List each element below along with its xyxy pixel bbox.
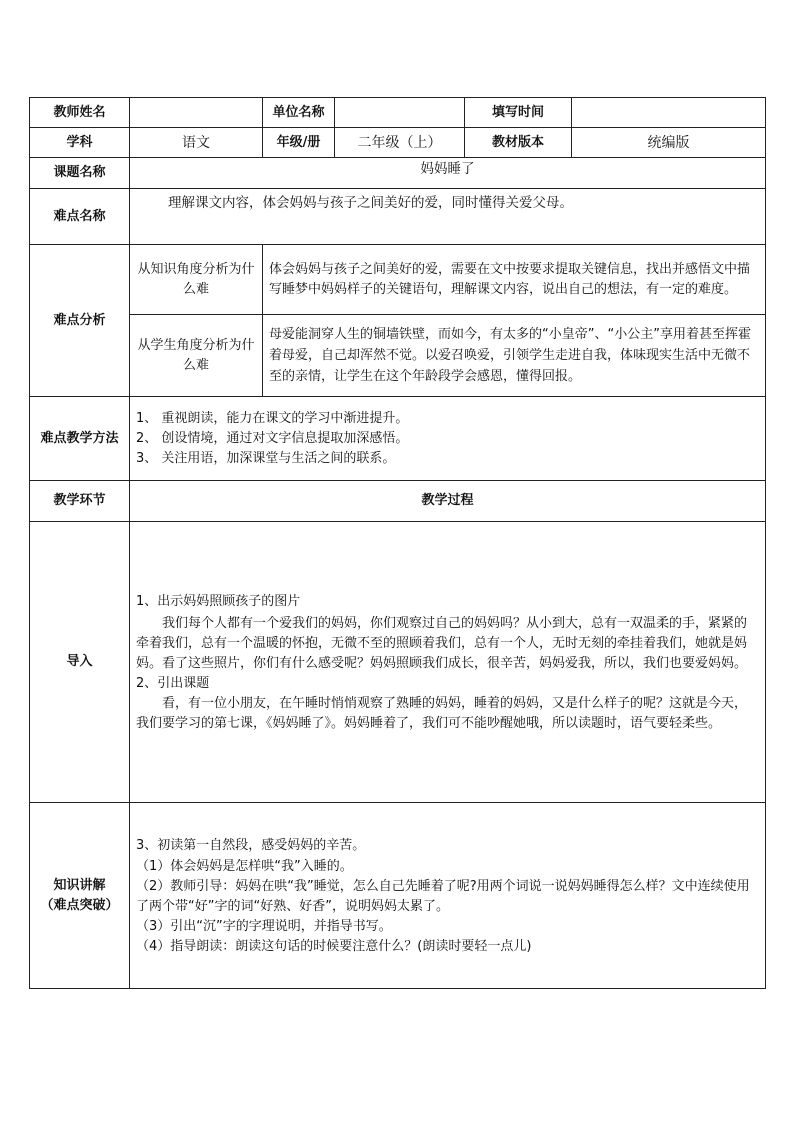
- knowledge-step3-title: 3、初读第一自然段，感受妈妈的辛苦。: [136, 837, 366, 853]
- process-header-row: [30, 481, 766, 522]
- method-label: 难点教学方法: [30, 397, 130, 481]
- difficulty-row: [30, 189, 766, 245]
- analysis-label: 难点分析: [30, 245, 130, 397]
- knowledge-angle-text: 体会妈妈与孩子之间美好的爱，需要在文中按要求提取关键信息，找出并感悟文中描写睡梦中妈妈样子的关键语句，理解课文内容，说出自己的想法，有一定的难度。: [263, 245, 766, 315]
- intro-label: 导入: [30, 522, 130, 803]
- unit-value: [335, 98, 465, 128]
- knowledge-item: （1）体会妈妈是怎样哄“我”入睡的。: [136, 858, 353, 874]
- knowledge-label-line2: （难点突破）: [40, 897, 119, 913]
- teacher-value: [130, 98, 263, 128]
- knowledge-item: （3）引出“沉”字的字理说明，并指导书写。: [136, 918, 392, 934]
- grade-value: 二年级（上）: [335, 128, 465, 158]
- intro-step1-text: 我们每个人都有一个爱我们的妈妈，你们观察过自己的妈妈吗？从小到大，总有一双温柔的手，紧紧的牵着我们，总有一个温暖的怀抱，无微不至的照顾着我们，总有一个人，无时无刻的牵挂着我们，她就是妈妈。看了这些照片，你们有什么感受呢？妈妈照顾我们成长，很辛苦，妈妈爱我，所以，我们也要爱妈妈。: [136, 616, 748, 671]
- intro-step1-title: 1、出示妈妈照顾孩子的图片: [136, 594, 301, 609]
- knowledge-label-line1: 知识讲解: [53, 877, 106, 893]
- student-angle-label: 从学生角度分析为什么难: [130, 315, 263, 397]
- intro-step2-text: 看，有一位小朋友，在午睡时悄悄观察了熟睡的妈妈，睡着的妈妈，又是什么样子的呢？这就是今天，我们要学习的第七课，《妈妈睡了》。妈妈睡着了，我们可不能吵醒她哦，所以读题时，语气要轻柔些。: [136, 696, 748, 731]
- analysis-student-row: [30, 315, 766, 397]
- difficulty-text: 理解课文内容，体会妈妈与孩子之间美好的爱，同时懂得关爱父母。: [130, 189, 766, 245]
- header-row-2: [30, 128, 766, 158]
- intro-step2-title: 2、引出课题: [136, 676, 210, 691]
- intro-content: [130, 522, 766, 803]
- method-item: 3、 关注用语，加深课堂与生活之间的联系。: [136, 450, 396, 466]
- knowledge-row: [30, 803, 766, 989]
- knowledge-item: （4）指导朗读：朗读这句话的时候要注意什么？(朗读时要轻一点儿): [136, 938, 532, 954]
- header-row-1: [30, 98, 766, 128]
- edition-label: 教材版本: [465, 128, 572, 158]
- subject-value: 语文: [130, 128, 263, 158]
- title-row: [30, 158, 766, 189]
- intro-row: [30, 522, 766, 803]
- lesson-title: 妈妈睡了: [130, 158, 766, 189]
- edition-value: 统编版: [572, 128, 766, 158]
- method-row: [30, 397, 766, 481]
- date-label: 填写时间: [465, 98, 572, 128]
- knowledge-angle-label: 从知识角度分析为什么难: [130, 245, 263, 315]
- knowledge-label: [30, 803, 130, 989]
- subject-label: 学科: [30, 128, 130, 158]
- student-angle-text: 母爱能洞穿人生的铜墙铁壁，而如今，有太多的“小皇帝”、“小公主”享用着甚至挥霍着母爱，自己却浑然不觉。以爱召唤爱，引领学生走进自我，体味现实生活中无微不至的亲情，让学生在这个年龄段学会感恩，懂得回报。: [263, 315, 766, 397]
- analysis-knowledge-row: [30, 245, 766, 315]
- method-item: 1、 重视朗读，能力在课文的学习中渐进提升。: [136, 410, 409, 426]
- stage-label: 教学环节: [30, 481, 130, 522]
- teacher-label: 教师姓名: [30, 98, 130, 128]
- date-value: [572, 98, 766, 128]
- knowledge-content: [130, 803, 766, 989]
- lesson-plan-table: [29, 97, 766, 989]
- method-item: 2、 创设情境，通过对文字信息提取加深感悟。: [136, 430, 409, 446]
- method-list: [130, 397, 766, 481]
- unit-label: 单位名称: [263, 98, 335, 128]
- grade-label: 年级/册: [263, 128, 335, 158]
- difficulty-label: 难点名称: [30, 189, 130, 245]
- process-label: 教学过程: [130, 481, 766, 522]
- knowledge-item: （2）教师引导：妈妈在哄“我”睡觉，怎么自己先睡着了呢?用两个词说一说妈妈睡得怎么样？文中连续使用了两个带“好”字的词“好熟、好香”，说明妈妈太累了。: [136, 878, 750, 914]
- title-label: 课题名称: [30, 158, 130, 189]
